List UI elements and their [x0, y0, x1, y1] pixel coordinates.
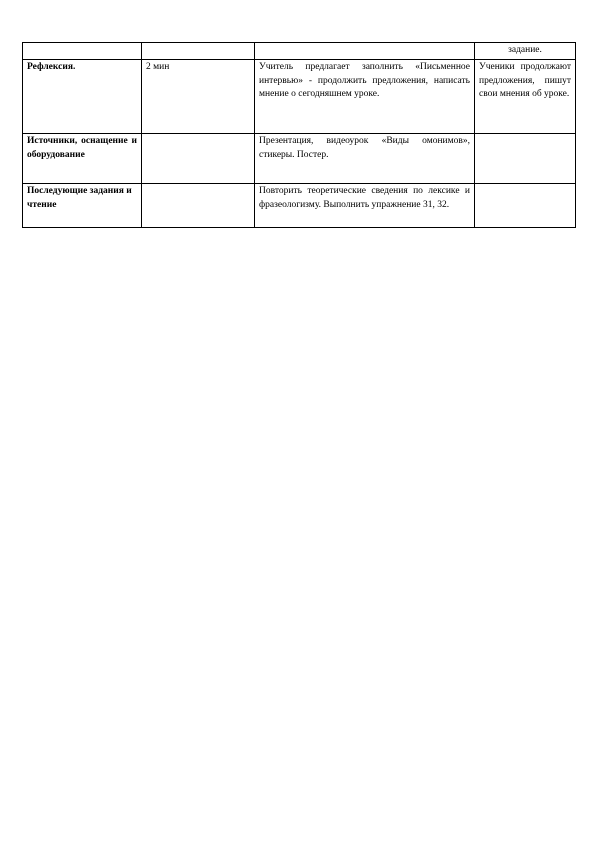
table-row: [23, 133, 576, 183]
time-cell: [142, 183, 255, 227]
student-activity-cell: Ученики продолжают предложения, пишут свои мнения об уроке.: [475, 59, 576, 133]
stage-cell: Источники, оснащение и оборудование: [23, 133, 142, 183]
student-activity-cell: задание.: [475, 43, 576, 60]
time-cell: [142, 133, 255, 183]
teacher-activity-cell: Учитель предлагает заполнить «Письменное интервью» - продолжить предложения, написать мнение о сегодняшнем уроке.: [255, 59, 475, 133]
student-activity-cell: [475, 183, 576, 227]
table-row: [23, 43, 576, 60]
teacher-activity-cell: [255, 43, 475, 60]
stage-cell: Последующие задания и чтение: [23, 183, 142, 227]
teacher-activity-cell: Презентация, видеоурок «Виды омонимов», стикеры. Постер.: [255, 133, 475, 183]
teacher-activity-cell: Повторить теоретические сведения по лексике и фразеологизму. Выполнить упражнение 31, 32.: [255, 183, 475, 227]
stage-cell: Рефлексия.: [23, 59, 142, 133]
stage-cell: [23, 43, 142, 60]
table-row: [23, 183, 576, 227]
time-cell: 2 мин: [142, 59, 255, 133]
time-cell: [142, 43, 255, 60]
lesson-plan-table: [22, 42, 576, 228]
student-activity-cell: [475, 133, 576, 183]
table-row: [23, 59, 576, 133]
